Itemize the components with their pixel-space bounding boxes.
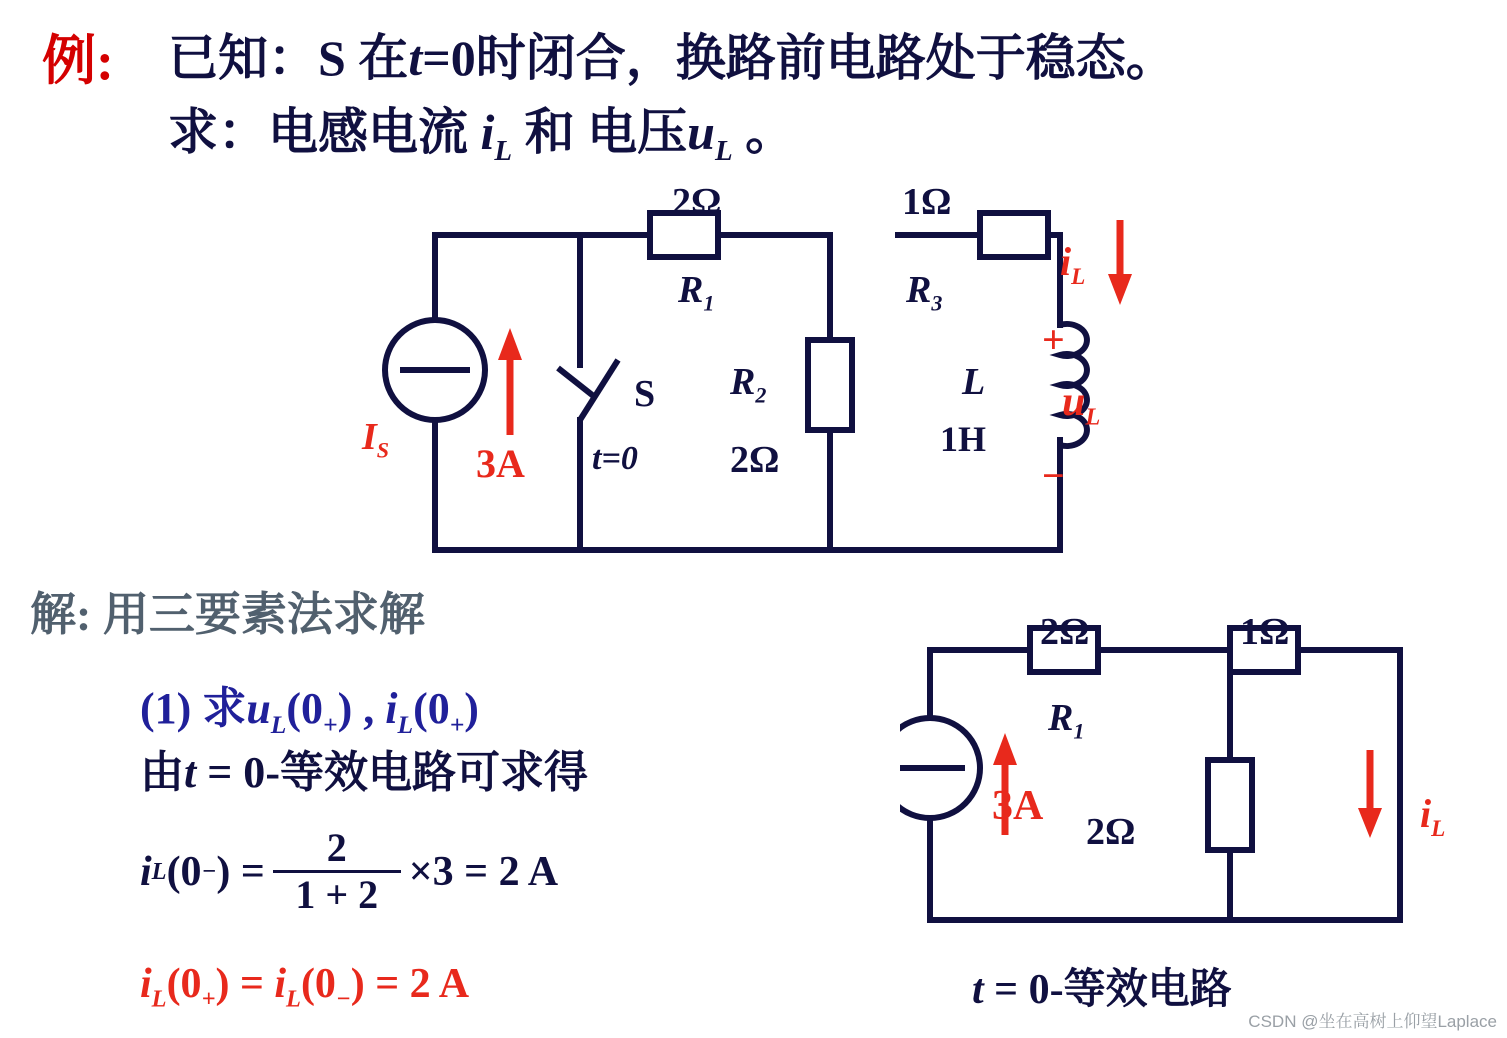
inductor-value-label: 1H xyxy=(940,419,987,459)
source-current-label: 3A xyxy=(476,441,525,486)
problem-line2-i: i xyxy=(480,104,495,160)
inductor-current-arrow xyxy=(1108,220,1132,305)
switch-time-label: t=0 xyxy=(592,440,638,477)
inductor-name-label: L xyxy=(962,361,986,403)
problem-statement-line1 xyxy=(168,18,1176,90)
source-name-label: $I_S$ xyxy=(362,416,390,463)
equivalent-circuit-caption: t = 0-等效电路 xyxy=(972,967,1232,1013)
problem-line2-end: 。 xyxy=(732,104,796,160)
problem-statement-line2 xyxy=(168,92,795,168)
r1-name-label: $R_1$ xyxy=(678,269,715,316)
equiv-resistor-r2-symbol xyxy=(1208,760,1252,850)
switch-label: S xyxy=(634,373,656,415)
equiv-inductor-current-arrow xyxy=(1358,750,1382,838)
solution-label: 解: 用三要素法求解 xyxy=(30,589,425,640)
problem-line2-u-sub: L xyxy=(714,135,733,167)
source-current-arrow xyxy=(498,328,522,435)
fraction-numerator: 2 xyxy=(326,825,347,870)
resistor-r3-symbol xyxy=(980,213,1048,257)
equivalent-circuit-diagram xyxy=(900,620,1460,950)
problem-line1-var: t xyxy=(408,30,423,86)
equiv-r1-value-label: 2Ω xyxy=(1040,611,1090,653)
inductor-current-label: $i_L$ xyxy=(1060,239,1086,290)
inductor-voltage-label: $u_L$ xyxy=(1062,379,1101,431)
equiv-source-current-label: 3A xyxy=(992,783,1044,829)
formula-il-zero-minus: i L (0 − ) = $\frac{2}{1 + 2}$ ×3 = 2 A xyxy=(140,825,559,917)
equiv-inductor-current-label: $i_L$ xyxy=(1420,791,1446,842)
resistor-r2-symbol xyxy=(808,340,852,430)
r1-value-label: 2Ω xyxy=(672,181,722,223)
equiv-r3-value-label: 1Ω xyxy=(1240,611,1290,653)
problem-line2-u: u xyxy=(687,104,715,160)
r2-name-label: $R_2$ xyxy=(730,361,767,408)
problem-line1-post: =0时闭合，换路前电路处于稳态。 xyxy=(422,30,1176,86)
equiv-r1-name-label: $R_1$ xyxy=(1048,697,1085,744)
problem-line2-pre: 求：电感电流 xyxy=(168,104,481,160)
polarity-minus-label: − xyxy=(1042,453,1065,498)
formula-il-zero-plus: $i_L(0_+) = i_L(0_-) = 2$ A xyxy=(140,961,470,1013)
r2-value-label: 2Ω xyxy=(730,439,780,481)
watermark: CSDN @坐在高树上仰望Laplace xyxy=(1248,1012,1497,1031)
example-label: 例: xyxy=(42,31,114,91)
problem-line1-pre: 已知：S 在 xyxy=(168,30,409,86)
solution-step1: (1) 求$u_L(0_+)$ , $i_L(0_+)$ xyxy=(140,684,479,739)
fraction-denominator: 1 + 2 xyxy=(295,872,379,917)
solution-step1-note: 由t = 0-等效电路可求得 xyxy=(140,748,588,797)
r3-value-label: 1Ω xyxy=(902,181,952,223)
equiv-r2-value-label: 2Ω xyxy=(1086,811,1136,853)
polarity-plus-label: + xyxy=(1042,317,1065,362)
problem-line2-mid: 和 电压 xyxy=(512,104,688,160)
problem-line2-i-sub: L xyxy=(494,135,513,167)
switch-symbol xyxy=(558,360,618,420)
r3-name-label: $R_3$ xyxy=(906,269,943,316)
